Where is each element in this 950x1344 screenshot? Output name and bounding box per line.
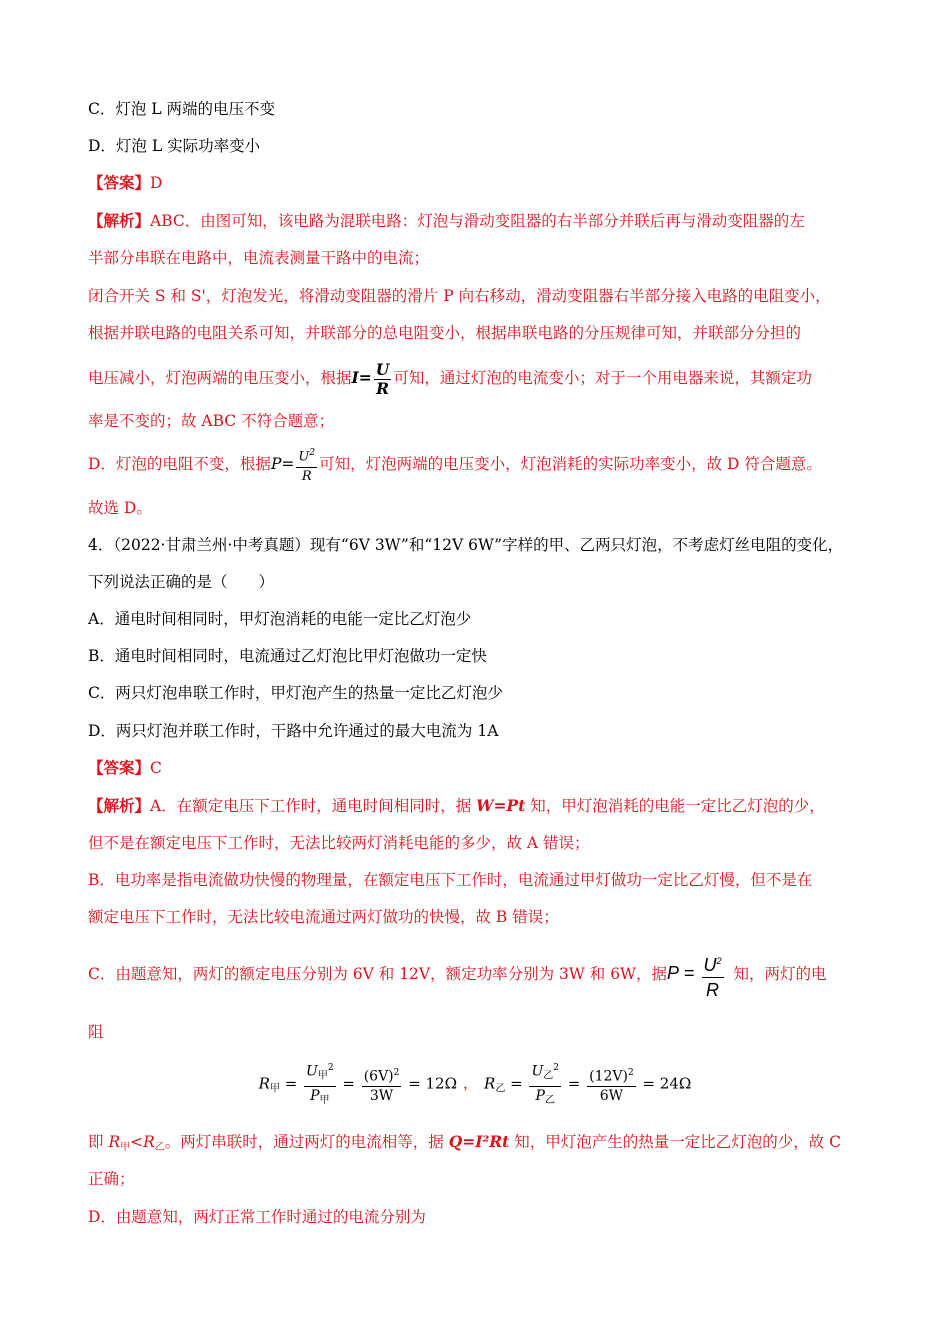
answer-tag: 【答案】 — [88, 758, 151, 777]
explanation-1-line-8: 故选 D。 — [88, 499, 152, 517]
explanation-1-line-3: 闭合开关 S 和 S'，灯泡发光，将滑动变阻器的滑片 P 向右移动，滑动变阻器右半部分接入电路的电阻变小， — [88, 287, 831, 305]
subscript: 乙 — [544, 1094, 555, 1106]
subscript: 甲 — [317, 1070, 328, 1082]
fraction-jia-2 — [362, 1065, 402, 1104]
subscript: 甲 — [319, 1094, 330, 1106]
explanation-2-line-9: D．由题意知，两灯正常工作时通过的电流分别为 — [88, 1208, 426, 1226]
explanation-2-line-6: 阻 — [88, 1023, 104, 1041]
explanation-text: 知，甲灯泡消耗的电能一定比乙灯泡的少， — [525, 797, 825, 815]
formula-heat: Q=I²Rt — [448, 1132, 510, 1151]
explanation-tag: 【解析】 — [88, 211, 151, 230]
fraction-denominator: 3W — [369, 1087, 394, 1104]
explanation-2-line-3: B．电功率是指电流做功快慢的物理量，在额定电压下工作时，电流通过甲灯做功一定比乙灯慢，但不是在 — [88, 871, 813, 889]
question-4-option-d: D．两只灯泡并联工作时，干路中允许通过的最大电流为 1A — [88, 722, 499, 740]
fraction-denominator: R — [301, 468, 312, 484]
explanation-text: A．在额定电压下工作时，通电时间相同时，据 — [150, 797, 477, 815]
explanation-text: 可知，通过灯泡的电流变小；对于一个用电器来说，其额定功 — [393, 369, 812, 387]
formula-equals: = — [281, 455, 295, 473]
fraction-yi-1 — [529, 1060, 561, 1109]
subscript: 乙 — [154, 1142, 165, 1153]
formula-equals: = — [358, 368, 372, 387]
explanation-2-line-8: 正确； — [88, 1170, 135, 1188]
answer-1 — [88, 172, 878, 194]
separator: ， — [463, 1074, 479, 1093]
power-fraction — [296, 445, 317, 484]
formula-energy: W=Pt — [476, 796, 526, 815]
question-4-option-b: B．通电时间相同时，电流通过乙灯泡比甲灯泡做功一定快 — [88, 647, 487, 665]
question-4-option-c: C．两只灯泡串联工作时，甲灯泡产生的热量一定比乙灯泡少 — [88, 684, 503, 702]
explanation-1-line-6: 率是不变的；故 ABC 不符合题意； — [88, 412, 335, 430]
formula-result: = 24Ω — [637, 1074, 692, 1093]
explanation-1-line-2: 半部分串联在电路中，电流表测量干路中的电流； — [88, 249, 430, 267]
less-than: < — [130, 1133, 144, 1151]
explanation-tag: 【解析】 — [88, 796, 151, 815]
fraction-denominator: R — [376, 378, 389, 398]
question-4-line-1: 4．（2022·甘肃兰州·中考真题）现有“6V 3W”和“12V 6W”字样的甲、乙两只灯泡，不考虑灯丝电阻的变化， — [88, 536, 844, 554]
option-d-text: D．灯泡 L 实际功率变小 — [88, 137, 261, 155]
answer-value: D — [150, 174, 163, 192]
option-c-text: C．灯泡 L 两端的电压不变 — [88, 100, 276, 118]
explanation-text: 电压减小，灯泡两端的电压变小，根据 — [88, 369, 352, 387]
exponent: 2 — [627, 1068, 634, 1078]
explanation-text: 知，甲灯泡产生的热量一定比乙灯泡的少，故 C — [509, 1133, 842, 1151]
formula-resistance-symbol: R — [484, 1074, 496, 1093]
exponent: 2 — [393, 1068, 400, 1078]
fraction-yi-2 — [587, 1065, 636, 1104]
explanation-2-line-2: 但不是在额定电压下工作时，无法比较两灯消耗电能的多少，故 A 错误； — [88, 834, 590, 852]
formula-resistance-symbol: R — [108, 1133, 121, 1151]
explanation-text: C．由题意知，两灯的额定电压分别为 6V 和 12V，额定功率分别为 3W 和 6W，据 — [88, 965, 667, 983]
explanation-text: 可知，灯泡两端的电压变小，灯泡消耗的实际功率变小，故 D 符合题意。 — [319, 455, 822, 473]
formula-equals: = — [563, 1074, 586, 1093]
question-4-option-a: A．通电时间相同时，甲灯泡消耗的电能一定比乙灯泡少 — [88, 610, 472, 628]
answer-2 — [88, 757, 878, 779]
formula-equals: = — [337, 1074, 360, 1093]
fraction-numerator: (12V) — [589, 1068, 628, 1085]
fraction-denominator: R — [706, 979, 720, 1000]
ohm-law-fraction — [374, 359, 392, 398]
question-4-line-2: 下列说法正确的是（ ） — [88, 573, 275, 591]
fraction-denominator: P — [310, 1087, 320, 1104]
fraction-numerator: (6V) — [363, 1068, 394, 1085]
power-fraction — [702, 950, 724, 1001]
explanation-text: 即 — [88, 1133, 109, 1151]
resistance-formulas — [0, 1060, 950, 1109]
explanation-2-line-5 — [88, 948, 878, 998]
subscript: 甲 — [120, 1142, 131, 1153]
formula-power-symbol: P — [666, 963, 679, 983]
answer-tag: 【答案】 — [88, 173, 151, 192]
explanation-text: 。两灯串联时，通过两灯的电流相等，据 — [164, 1133, 449, 1151]
exponent: 2 — [553, 1063, 559, 1073]
formula-equals: = — [679, 963, 700, 983]
fraction-numerator: U — [298, 449, 310, 465]
formula-resistance-symbol: R — [143, 1133, 155, 1151]
fraction-numerator: U — [375, 359, 390, 379]
fraction-numerator: U — [703, 954, 717, 975]
fraction-denominator: P — [535, 1087, 545, 1104]
formula-current-symbol: I — [351, 368, 359, 387]
explanation-1-line-5 — [88, 358, 878, 398]
formula-equals: = — [279, 1074, 303, 1093]
subscript: 甲 — [269, 1083, 280, 1095]
explanation-2-line-7 — [88, 1131, 878, 1159]
formula-power-symbol: P — [270, 455, 282, 473]
explanation-text: D．灯泡的电阻不变，根据 — [88, 455, 271, 473]
explanation-2-line-1 — [88, 795, 878, 817]
explanation-1-line-7 — [88, 444, 878, 484]
explanation-text: ABC．由图可知，该电路为混联电路：灯泡与滑动变阻器的右半部分并联后再与滑动变阻器的左 — [150, 212, 805, 230]
subscript: 乙 — [495, 1083, 506, 1095]
fraction-jia-1 — [304, 1060, 336, 1109]
subscript: 乙 — [543, 1070, 554, 1082]
answer-value: C — [150, 759, 162, 777]
exponent: 2 — [309, 448, 316, 459]
formula-result: = 12Ω — [403, 1074, 458, 1093]
formula-equals: = — [505, 1074, 528, 1093]
explanation-2-line-4: 额定电压下工作时，无法比较电流通过两灯做功的快慢，故 B 错误； — [88, 908, 559, 926]
fraction-denominator: 6W — [599, 1087, 624, 1104]
fraction-numerator: U — [306, 1063, 318, 1080]
explanation-1-line-4: 根据并联电路的电阻关系可知，并联部分的总电阻变小，根据串联电路的分压规律可知，并联部分分担的 — [88, 324, 802, 342]
fraction-numerator: U — [531, 1063, 544, 1080]
formula-resistance-symbol: R — [258, 1074, 270, 1093]
explanation-text: 知，两灯的电 — [733, 965, 827, 983]
exponent: 2 — [327, 1063, 334, 1073]
exponent: 2 — [716, 955, 722, 966]
explanation-1-line-1 — [88, 210, 878, 232]
